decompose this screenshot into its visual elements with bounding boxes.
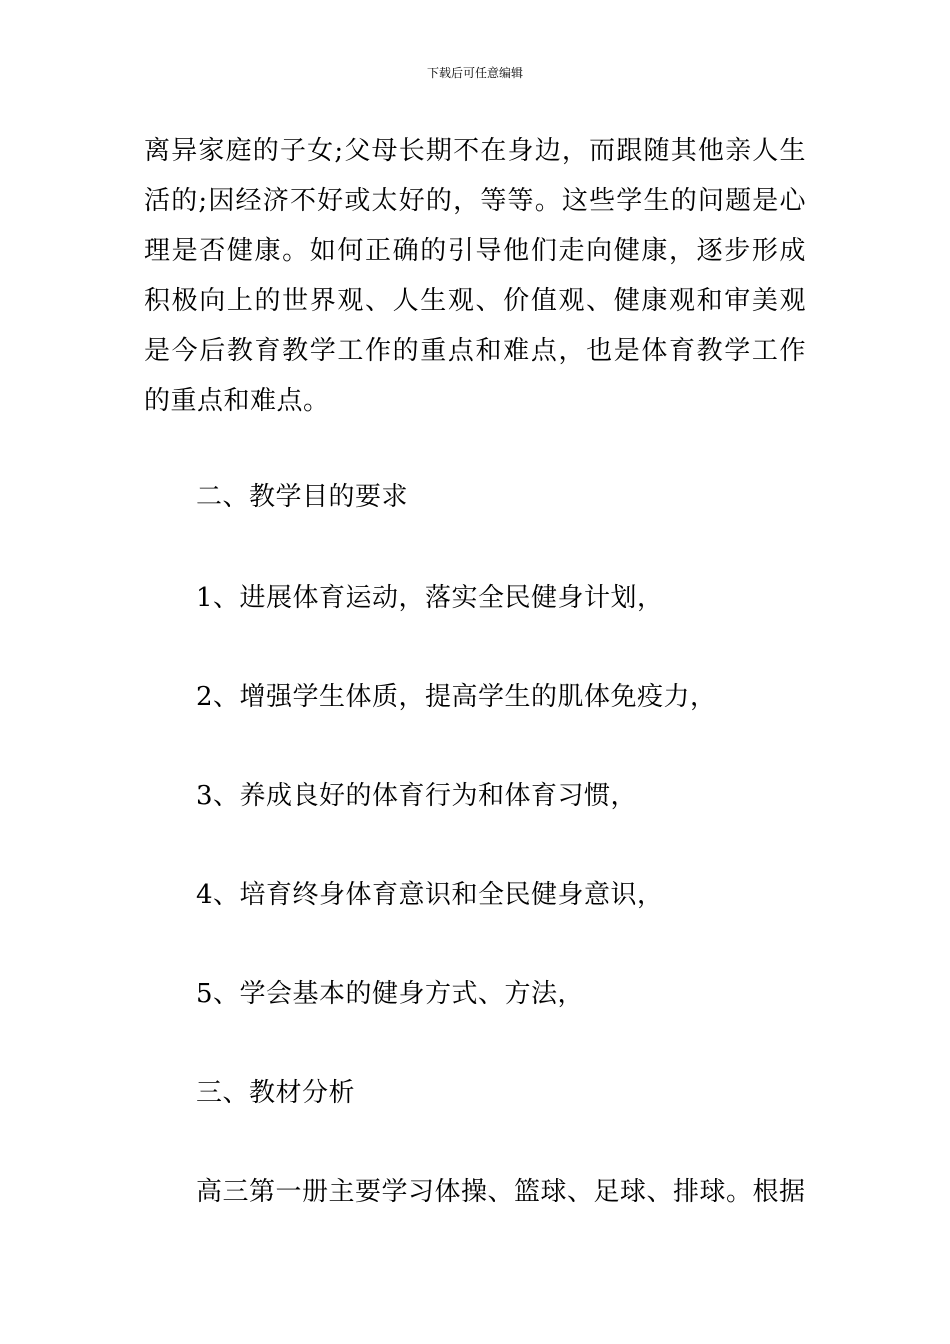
goal-item-4: 4、培育终身体育意识和全民健身意识， — [196, 880, 664, 910]
goal-item-2: 2、增强学生体质，提高学生的肌体免疫力， — [196, 682, 717, 712]
section-heading-teaching-goals: 二、教学目的要求 — [196, 482, 409, 512]
goal-item-5: 5、学会基本的健身方式、方法， — [196, 979, 585, 1009]
material-analysis-paragraph: 高三第一册主要学习体操、篮球、足球、排球。根据 — [196, 1177, 806, 1207]
section-heading-material-analysis: 三、教材分析 — [196, 1078, 356, 1108]
page-header-note: 下载后可任意编辑 — [426, 66, 523, 80]
goal-item-3: 3、养成良好的体育行为和体育习惯， — [196, 781, 638, 811]
intro-paragraph: 离异家庭的子女;父母长期不在身边，而跟随其他亲人生活的;因经济不好或太好的，等等。这些学生的问题是心理是否健康。如何正确的引导他们走向健康，逐步形成积极向上的世界观、人生观、价值观、健康观和审美观是今后教育教学工作的重点和难点，也是体育教学工作的重点和难点。 — [144, 136, 806, 416]
goal-item-1: 1、进展体育运动，落实全民健身计划， — [196, 583, 664, 613]
